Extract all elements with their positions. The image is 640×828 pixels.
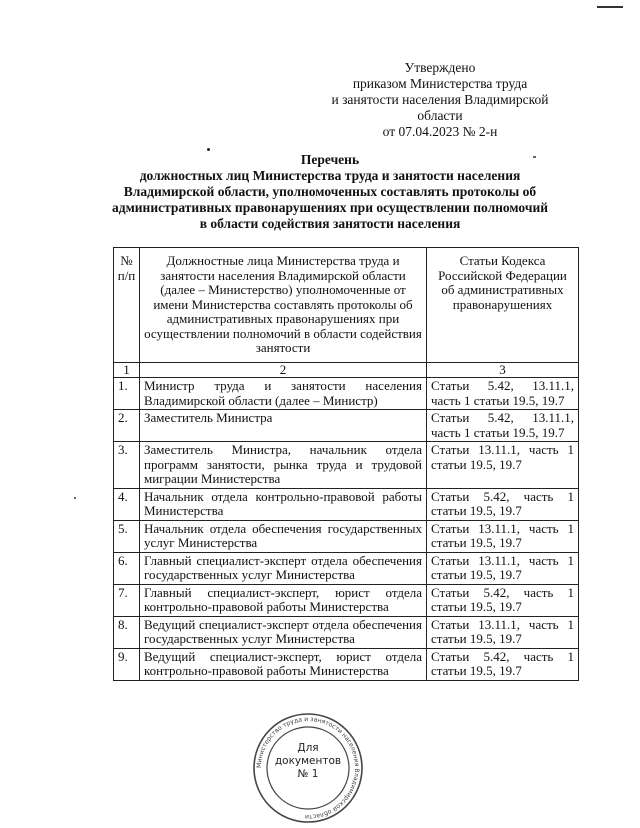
row-position: Ведущий специалист-эксперт, юрист отдела контрольно-правовой работы Министерства — [140, 648, 427, 680]
row-position: Министр труда и занятости населения Владимирской области (далее – Министр) — [140, 378, 427, 410]
row-num: 8. — [114, 616, 140, 648]
stamp-ring-text: Министерство труда и занятости населения Владимирской области — [255, 715, 361, 821]
row-position: Главный специалист-эксперт, юрист отдела контрольно-правовой работы Министерства — [140, 584, 427, 616]
index-cell: 1 — [114, 362, 140, 378]
index-cell: 2 — [140, 362, 427, 378]
row-articles: Статьи 5.42, часть 1 статьи 19.5, 19.7 — [427, 488, 579, 520]
table-row — [114, 584, 579, 616]
row-position: Начальник отдела контрольно-правовой работы Министерства — [140, 488, 427, 520]
approval-line: от 07.04.2023 № 2-н — [382, 124, 498, 139]
title-line: Владимирской области, уполномоченных составлять протоколы об — [123, 184, 537, 199]
stamp-line: № 1 — [297, 768, 319, 780]
row-num: 7. — [114, 584, 140, 616]
stamp-label — [265, 742, 351, 781]
row-num: 3. — [114, 442, 140, 489]
table-row — [114, 378, 579, 410]
row-articles: Статьи 5.42, часть 1 статьи 19.5, 19.7 — [427, 584, 579, 616]
row-articles: Статьи 5.42, 13.11.1, часть 1 статьи 19.5, 19.7 — [427, 410, 579, 442]
table-index-row — [114, 362, 579, 378]
row-position: Заместитель Министра, начальник отдела программ занятости, рынка труда и трудовой миграции Министерства — [140, 442, 427, 489]
page-edge-mark — [597, 6, 623, 8]
row-num: 4. — [114, 488, 140, 520]
table-row — [114, 648, 579, 680]
row-num: 6. — [114, 552, 140, 584]
row-articles: Статьи 13.11.1, часть 1 статьи 19.5, 19.7 — [427, 442, 579, 489]
table-row — [114, 520, 579, 552]
table-row — [114, 552, 579, 584]
row-articles: Статьи 13.11.1, часть 1 статьи 19.5, 19.7 — [427, 520, 579, 552]
stamp-line: документов — [274, 755, 342, 767]
title-line: должностных лиц Министерства труда и занятости населения — [139, 168, 521, 183]
stamp-line: Для — [297, 742, 319, 754]
header-officials: Должностные лица Министерства труда и занятости населения Владимирской области (далее – Министерство) уполномоченные от имени Министерства составлять протоколы об административных правонарушениях при осуществлении полномочий в области содействия занятости — [140, 248, 427, 363]
row-num: 9. — [114, 648, 140, 680]
document-title — [70, 152, 590, 232]
officials-table — [113, 247, 579, 681]
row-num: 1. — [114, 378, 140, 410]
scan-speck — [74, 497, 76, 499]
table-row — [114, 616, 579, 648]
row-articles: Статьи 13.11.1, часть 1 статьи 19.5, 19.7 — [427, 616, 579, 648]
scan-speck — [207, 148, 210, 151]
index-cell: 3 — [427, 362, 579, 378]
table-row — [114, 442, 579, 489]
header-articles: Статьи Кодекса Российской Федерации об административных правонарушениях — [427, 248, 579, 363]
title-line: в области содействия занятости населения — [199, 216, 461, 231]
row-num: 5. — [114, 520, 140, 552]
row-position: Заместитель Министра — [140, 410, 427, 442]
header-num: № п/п — [114, 248, 140, 363]
row-articles: Статьи 5.42, часть 1 статьи 19.5, 19.7 — [427, 648, 579, 680]
row-position: Начальник отдела обеспечения государственных услуг Министерства — [140, 520, 427, 552]
row-num: 2. — [114, 410, 140, 442]
row-position: Главный специалист-эксперт отдела обеспечения государственных услуг Министерства — [140, 552, 427, 584]
table-row — [114, 488, 579, 520]
row-position: Ведущий специалист-эксперт отдела обеспечения государственных услуг Министерства — [140, 616, 427, 648]
approval-line: Утверждено — [404, 60, 476, 75]
approval-line: приказом Министерства труда — [352, 76, 528, 91]
approval-line: и занятости населения Владимирской — [331, 92, 549, 107]
title-line: административных правонарушениях при осуществлении полномочий — [111, 200, 549, 215]
table-header-row — [114, 248, 579, 363]
table-row — [114, 410, 579, 442]
row-articles: Статьи 5.42, 13.11.1, часть 1 статьи 19.5, 19.7 — [427, 378, 579, 410]
row-articles: Статьи 13.11.1, часть 1 статьи 19.5, 19.7 — [427, 552, 579, 584]
approval-block — [320, 60, 560, 140]
approval-line: области — [417, 108, 463, 123]
title-line: Перечень — [300, 152, 360, 167]
